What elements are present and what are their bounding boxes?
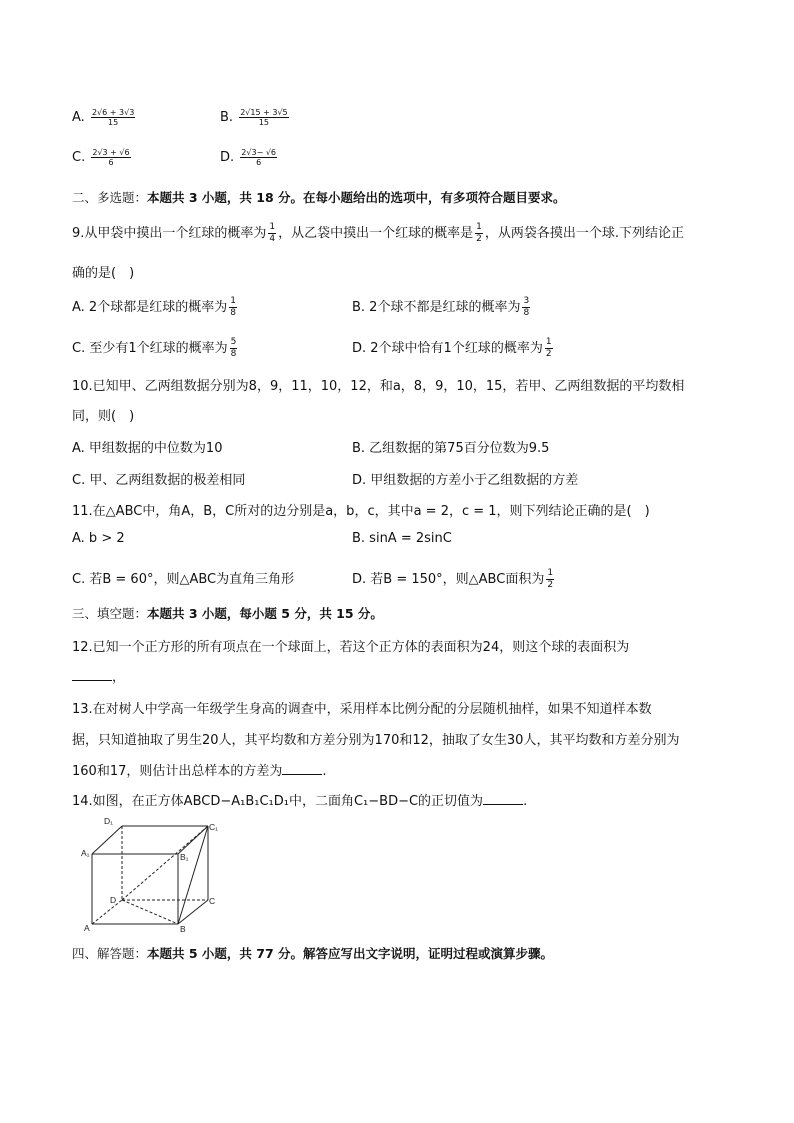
- q13-stem-line3: 160和17，则估计出总样本的方差为 .: [72, 764, 327, 779]
- label-c: C: [209, 896, 216, 906]
- q8-option-b: B. $\frac{2√15 + 3√5}{15}$: [220, 108, 288, 127]
- q9-option-b: B. 2个球不都是红球的概率为 $\frac{3}{8}$: [352, 296, 530, 318]
- q9-option-d: D. 2个球中恰有1个红球的概率为 $\frac{1}{2}$: [352, 337, 552, 359]
- cube-figure: [78, 814, 228, 934]
- section-2-heading: 二、多选题：本题共 3 小题，共 18 分。在每小题给出的选项中，有多项符合题目要求。: [72, 190, 566, 205]
- q12-stem-line2: ，: [72, 666, 125, 685]
- q8-option-a-fraction: $\frac{2√6 + 3√3}{15}$: [91, 108, 135, 127]
- q10-stem-line2: 同，则( ): [72, 409, 135, 424]
- section-3-heading: 三、填空题：本题共 3 小题，每小题 5 分，共 15 分。: [72, 606, 383, 621]
- edge-a1-d1: [92, 826, 122, 854]
- hidden-edge-a-d: [92, 900, 122, 924]
- q8-option-d-fraction: $\frac{2√3- √6}{6}$: [241, 148, 277, 167]
- q9-stem-line1: 9.从甲袋中摸出一个红球的概率为 $\frac{1}{4}$ ，从乙袋中摸出一个红球的概率是 $\frac{1}{2}$ ，从两袋各摸出一个球.下列结论正: [72, 222, 685, 244]
- q8-option-c: C. $\frac{2√3 + √6}{6}$: [72, 148, 130, 167]
- edge-c1-b: [178, 826, 208, 924]
- q9-option-a: A. 2个球都是红球的概率为 $\frac{1}{8}$: [72, 296, 236, 318]
- q9-option-c: C. 至少有1个红球的概率为 $\frac{5}{8}$: [72, 337, 237, 359]
- hidden-edge-d-b: [122, 900, 178, 924]
- q8-option-b-fraction: $\frac{2√15 + 3√5}{15}$: [240, 108, 288, 127]
- hidden-edge-d-c1: [122, 826, 208, 900]
- edge-b-c: [178, 900, 208, 924]
- label-a: A: [84, 923, 90, 933]
- label-b1: B₁: [180, 852, 189, 862]
- q11-option-b: B. sinA = 2sinC: [352, 531, 452, 546]
- q9-fraction-1: $\frac{1}{4}$: [269, 222, 276, 244]
- q10-option-a: A. 甲组数据的中位数为10: [72, 441, 223, 456]
- q12-answer-blank[interactable]: [72, 668, 112, 681]
- q9-fraction-2: $\frac{1}{2}$: [476, 222, 482, 244]
- section-4-heading: 四、解答题：本题共 5 小题，共 77 分。解答应写出文字说明，证明过程或演算步骤。: [72, 946, 554, 961]
- label-b: B: [180, 924, 186, 934]
- q10-option-d: D. 甲组数据的方差小于乙组数据的方差: [352, 473, 579, 488]
- q11-option-d: D. 若B = 150°，则△ABC面积为 $\frac{1}{2}$: [352, 568, 554, 590]
- q10-stem-line1: 10.已知甲、乙两组数据分别为8，9，11，10，12，和a，8，9，10，15，若甲、乙两组数据的平均数相: [72, 379, 685, 394]
- q9-stem-line2: 确的是( ): [72, 266, 135, 281]
- q8-option-c-fraction: $\frac{2√3 + √6}{6}$: [92, 148, 130, 167]
- q12-stem-line1: 12.已知一个正方形的所有项点在一个球面上，若这个正方体的表面积为24，则这个球的表面积为: [72, 640, 630, 655]
- label-c1: C₁: [209, 822, 219, 832]
- label-d: D: [110, 895, 117, 905]
- label-d1: D₁: [104, 816, 114, 826]
- q14-answer-blank[interactable]: [483, 792, 523, 805]
- q11-option-c: C. 若B = 60°，则△ABC为直角三角形: [72, 572, 295, 587]
- label-a1: A₁: [81, 848, 90, 858]
- q13-answer-blank[interactable]: [282, 762, 322, 775]
- q14-stem: 14.如图，在正方体ABCD−A₁B₁C₁D₁中，二面角C₁−BD−C的正切值为 .: [72, 794, 528, 809]
- q8-option-d: D. $\frac{2√3- √6}{6}$: [220, 148, 277, 167]
- q13-stem-line1: 13.在对树人中学高一年级学生身高的调查中，采用样本比例分配的分层随机抽样，如果不知道样本数: [72, 702, 652, 717]
- q11-option-a: A. b > 2: [72, 531, 125, 546]
- q13-stem-line2: 据，只知道抽取了男生20人，其平均数和方差分别为170和12，抽取了女生30人，其平均数和方差分别为: [72, 733, 680, 748]
- q10-option-c: C. 甲、乙两组数据的极差相同: [72, 473, 246, 488]
- q8-option-a: A. $\frac{2√6 + 3√3}{15}$: [72, 108, 135, 127]
- q10-option-b: B. 乙组数据的第75百分位数为9.5: [352, 441, 550, 456]
- q11-stem: 11.在△ABC中，角A，B，C所对的边分别是a，b，c，其中a = 2，c = 1，则下列结论正确的是( ): [72, 504, 650, 519]
